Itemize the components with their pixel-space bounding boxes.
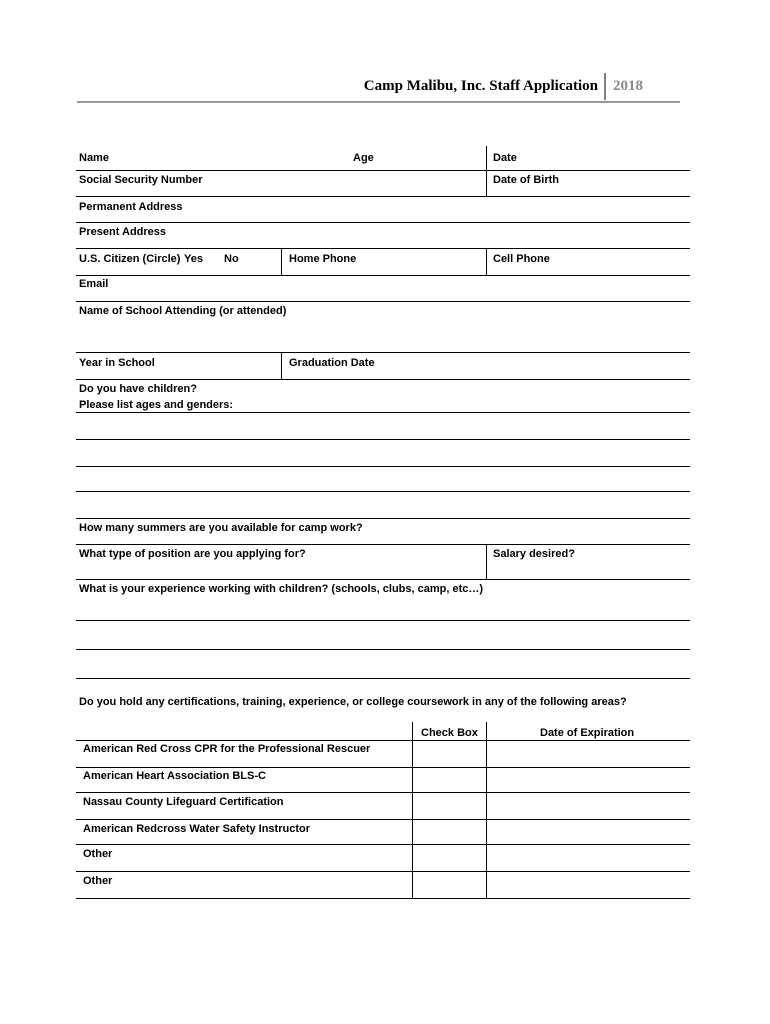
table-divider (486, 722, 487, 899)
checkbox-cell[interactable] (413, 820, 485, 843)
table-line (76, 767, 690, 768)
answer-line[interactable] (76, 649, 690, 650)
divider (486, 544, 487, 579)
summers-field[interactable]: How many summers are you available for camp work? (79, 522, 363, 534)
row-line (76, 301, 690, 302)
row-line (76, 352, 690, 353)
checkbox-cell[interactable] (413, 845, 485, 870)
document-year: 2018 (613, 78, 643, 94)
row-line (76, 222, 690, 223)
cert-item: American Heart Association BLS-C (83, 770, 266, 782)
row-line (76, 579, 690, 580)
checkbox-cell[interactable] (413, 768, 485, 791)
row-line (76, 170, 690, 171)
row-line (76, 196, 690, 197)
date-field[interactable]: Date (493, 152, 517, 164)
graduation-date-field[interactable]: Graduation Date (289, 357, 375, 369)
citizen-no-option[interactable]: No (224, 253, 239, 265)
checkbox-cell[interactable] (413, 741, 485, 766)
divider (486, 248, 487, 275)
citizen-label: U.S. Citizen (Circle) (79, 253, 181, 265)
row-line (76, 678, 690, 679)
row-line (76, 518, 690, 519)
cert-item: Nassau County Lifeguard Certification (83, 796, 284, 808)
home-phone-field[interactable]: Home Phone (289, 253, 357, 265)
permanent-address-field[interactable]: Permanent Address (79, 201, 183, 213)
year-in-school-field[interactable]: Year in School (79, 357, 155, 369)
children-question: Do you have children? (79, 383, 197, 395)
row-line (76, 248, 690, 249)
divider (281, 248, 282, 275)
document-title: Camp Malibu, Inc. Staff Application (363, 78, 598, 94)
citizen-yes-option[interactable]: Yes (184, 253, 203, 265)
header-separator (604, 73, 606, 100)
school-field[interactable]: Name of School Attending (or attended) (79, 305, 287, 317)
row-line (76, 379, 690, 380)
answer-line[interactable] (76, 439, 690, 440)
present-address-field[interactable]: Present Address (79, 226, 167, 238)
divider (486, 146, 487, 196)
cert-item: American Red Cross CPR for the Professional Rescuer (83, 743, 371, 755)
checkbox-cell[interactable] (413, 793, 485, 818)
dob-field[interactable]: Date of Birth (493, 174, 559, 186)
experience-field[interactable]: What is your experience working with children? (schools, clubs, camp, etc…) (79, 583, 484, 595)
table-line (76, 844, 690, 845)
row-line (76, 544, 690, 545)
header-rule (77, 101, 680, 103)
salary-field[interactable]: Salary desired? (493, 548, 575, 560)
row-line (76, 275, 690, 276)
cert-item: American Redcross Water Safety Instructor (83, 823, 310, 835)
answer-line[interactable] (76, 620, 690, 621)
check-box-header: Check Box (421, 727, 478, 739)
age-field[interactable]: Age (353, 152, 374, 164)
answer-line[interactable] (76, 466, 690, 467)
position-field[interactable]: What type of position are you applying for? (79, 548, 306, 560)
table-line (76, 819, 690, 820)
checkbox-cell[interactable] (413, 872, 485, 897)
email-field[interactable]: Email (79, 278, 109, 290)
ssn-field[interactable]: Social Security Number (79, 174, 203, 186)
cell-phone-field[interactable]: Cell Phone (493, 253, 550, 265)
divider (281, 352, 282, 379)
row-line (76, 412, 690, 413)
table-line (76, 871, 690, 872)
expiration-header: Date of Expiration (540, 727, 635, 739)
cert-item: Other (83, 848, 113, 860)
table-line (76, 792, 690, 793)
name-field[interactable]: Name (79, 152, 109, 164)
answer-line[interactable] (76, 491, 690, 492)
table-line (76, 740, 690, 741)
table-line (76, 898, 690, 899)
certifications-question: Do you hold any certifications, training, experience, or college coursework in any of the following areas? (79, 696, 627, 708)
children-list-label: Please list ages and genders: (79, 399, 234, 411)
cert-item: Other (83, 875, 113, 887)
